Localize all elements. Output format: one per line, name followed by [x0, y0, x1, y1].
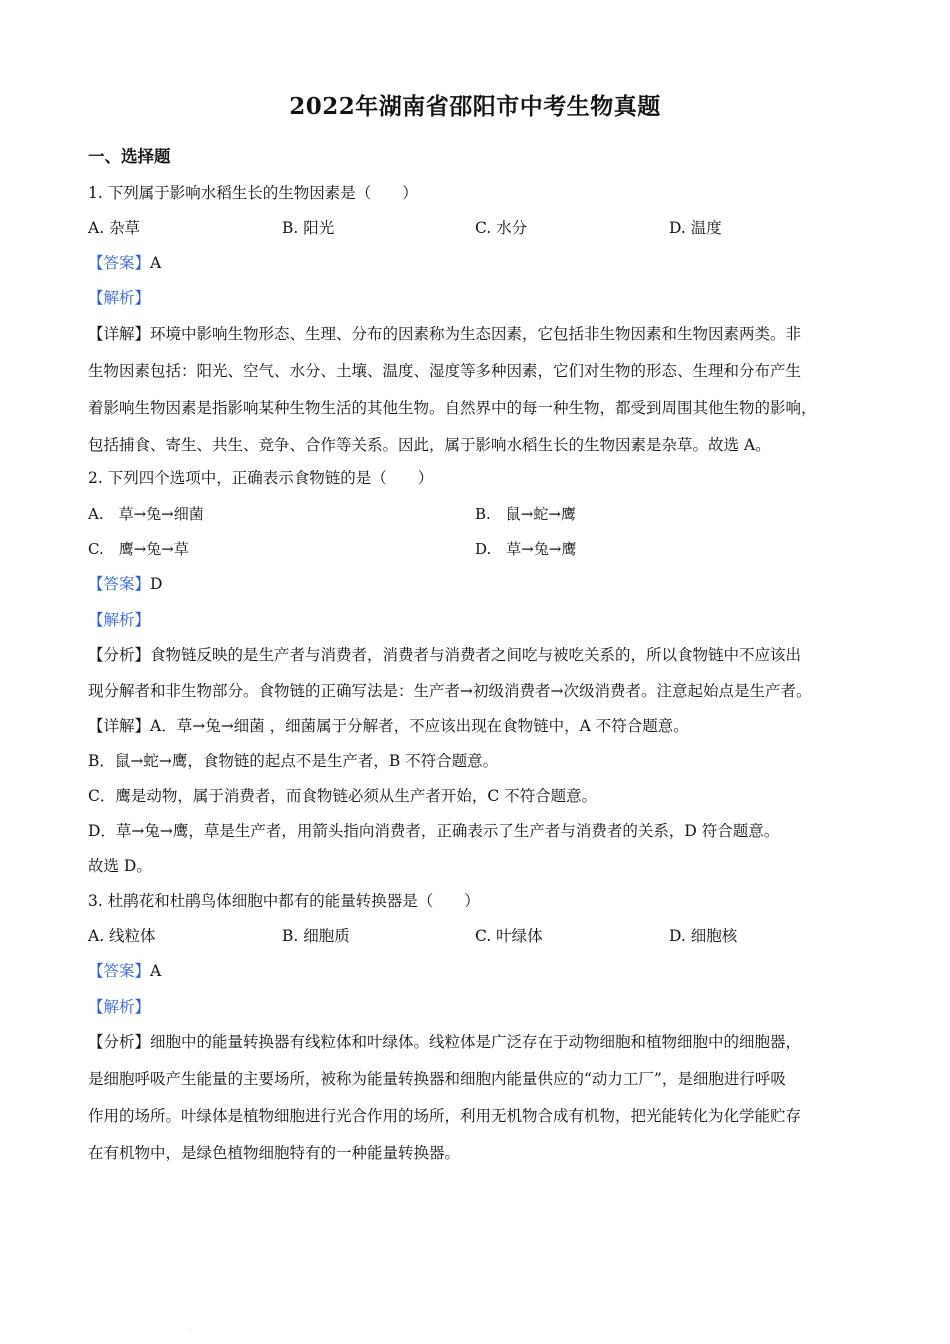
q2-answer: [88, 573, 162, 595]
document-title: 2022年湖南省邵阳市中考生物真题: [289, 93, 661, 120]
q3-option-a: A. 线粒体: [88, 927, 156, 945]
q1-option-d: D. 温度: [669, 219, 722, 237]
fenxi-tag: 【分析】: [88, 1033, 151, 1051]
q3-option-b: B. 细胞质: [282, 927, 350, 945]
q1-option-c: C. 水分: [475, 219, 528, 237]
q1-detail-line: 生物因素包括：阳光、空气、水分、土壤、温度、湿度等多种因素，它们对生物的形态、生理和分布产生: [88, 362, 802, 380]
q3-fenxi-line: 作用的场所。叶绿体是植物细胞进行光合作用的场所，利用无机物合成有机物，把光能转化为化学能贮存: [88, 1107, 802, 1125]
q3-fenxi-line: 是细胞呼吸产生能量的主要场所，被称为能量转换器和细胞内能量供应的“动力工厂”，是细胞进行呼吸: [88, 1070, 786, 1088]
q3-analysis-tag: 【解析】: [88, 998, 151, 1016]
q3-fenxi-line: [88, 1031, 801, 1053]
q2-fenxi-line: [88, 644, 801, 666]
q1-option-a: A. 杂草: [88, 219, 141, 237]
q1-detail-line: 着影响生物因素是指影响某种生物生活的其他生物。自然界中的每一种生物，都受到周围其他生物的影响，: [88, 399, 817, 417]
detail-tag: 【详解】: [88, 325, 151, 343]
section-heading: 一、选择题: [88, 147, 171, 166]
q2-stem: 2. 下列四个选项中，正确表示食物链的是（ ）: [88, 469, 434, 487]
answer-tag: 【答案】: [88, 254, 151, 272]
q2-detail-line: B．鼠→蛇→鹰，食物链的起点不是生产者，B 不符合题意。: [88, 752, 499, 770]
q1-analysis-tag: 【解析】: [88, 289, 151, 307]
q3-answer: [88, 960, 161, 982]
q2-option-c: C. 鹰→兔→草: [88, 540, 189, 558]
q2-option-a: A. 草→兔→细菌: [88, 505, 204, 523]
q1-detail-line: [88, 323, 801, 345]
q3-option-c: C. 叶绿体: [475, 927, 543, 945]
fenxi-text: 食物链反映的是生产者与消费者，消费者与消费者之间吃与被吃关系的，所以食物链中不应该出: [150, 646, 802, 664]
q2-detail-line: C．鹰是动物，属于消费者，而食物链必须从生产者开始，C 不符合题意。: [88, 787, 598, 805]
answer-tag: 【答案】: [88, 575, 151, 593]
detail-text: A．草→兔→细菌 ，细菌属于分解者，不应该出现在食物链中，A 不符合题意。: [150, 717, 689, 735]
answer-value: D: [150, 575, 163, 593]
q3-stem: 3. 杜鹃花和杜鹃鸟体细胞中都有的能量转换器是（ ）: [88, 892, 480, 910]
detail-text: 环境中影响生物形态、生理、分布的因素称为生态因素，它包括非生物因素和生物因素两类。非: [150, 325, 802, 343]
fenxi-text: 细胞中的能量转换器有线粒体和叶绿体。线粒体是广泛存在于动物细胞和植物细胞中的细胞器，: [150, 1033, 802, 1051]
detail-tag: 【详解】: [88, 717, 151, 735]
answer-tag: 【答案】: [88, 962, 151, 980]
footer-dot: ·: [188, 1326, 190, 1333]
q2-analysis-tag: 【解析】: [88, 611, 151, 629]
fenxi-tag: 【分析】: [88, 646, 151, 664]
q1-answer: [88, 252, 161, 274]
q2-option-b: B. 鼠→蛇→鹰: [475, 505, 576, 523]
q2-detail-line: [88, 715, 689, 737]
answer-value: A: [150, 962, 162, 980]
q1-option-b: B. 阳光: [282, 219, 335, 237]
answer-value: A: [150, 254, 162, 272]
q2-detail-line: D．草→兔→鹰，草是生产者，用箭头指向消费者，正确表示了生产者与消费者的关系，D 符合题意。: [88, 822, 780, 840]
q1-detail-line: 包括捕食、寄生、共生、竞争、合作等关系。因此，属于影响水稻生长的生物因素是杂草。故选 A。: [88, 436, 771, 454]
q2-fenxi-line: 现分解者和非生物部分。食物链的正确写法是：生产者→初级消费者→次级消费者。注意起始点是生产者。: [88, 682, 812, 700]
q2-option-d: D. 草→兔→鹰: [475, 540, 577, 558]
q1-stem: 1. 下列属于影响水稻生长的生物因素是（ ）: [88, 184, 418, 202]
q3-fenxi-line: 在有机物中，是绿色植物细胞特有的一种能量转换器。: [88, 1144, 461, 1162]
q3-option-d: D. 细胞核: [669, 927, 738, 945]
q2-conclusion: 故选 D。: [88, 857, 152, 875]
